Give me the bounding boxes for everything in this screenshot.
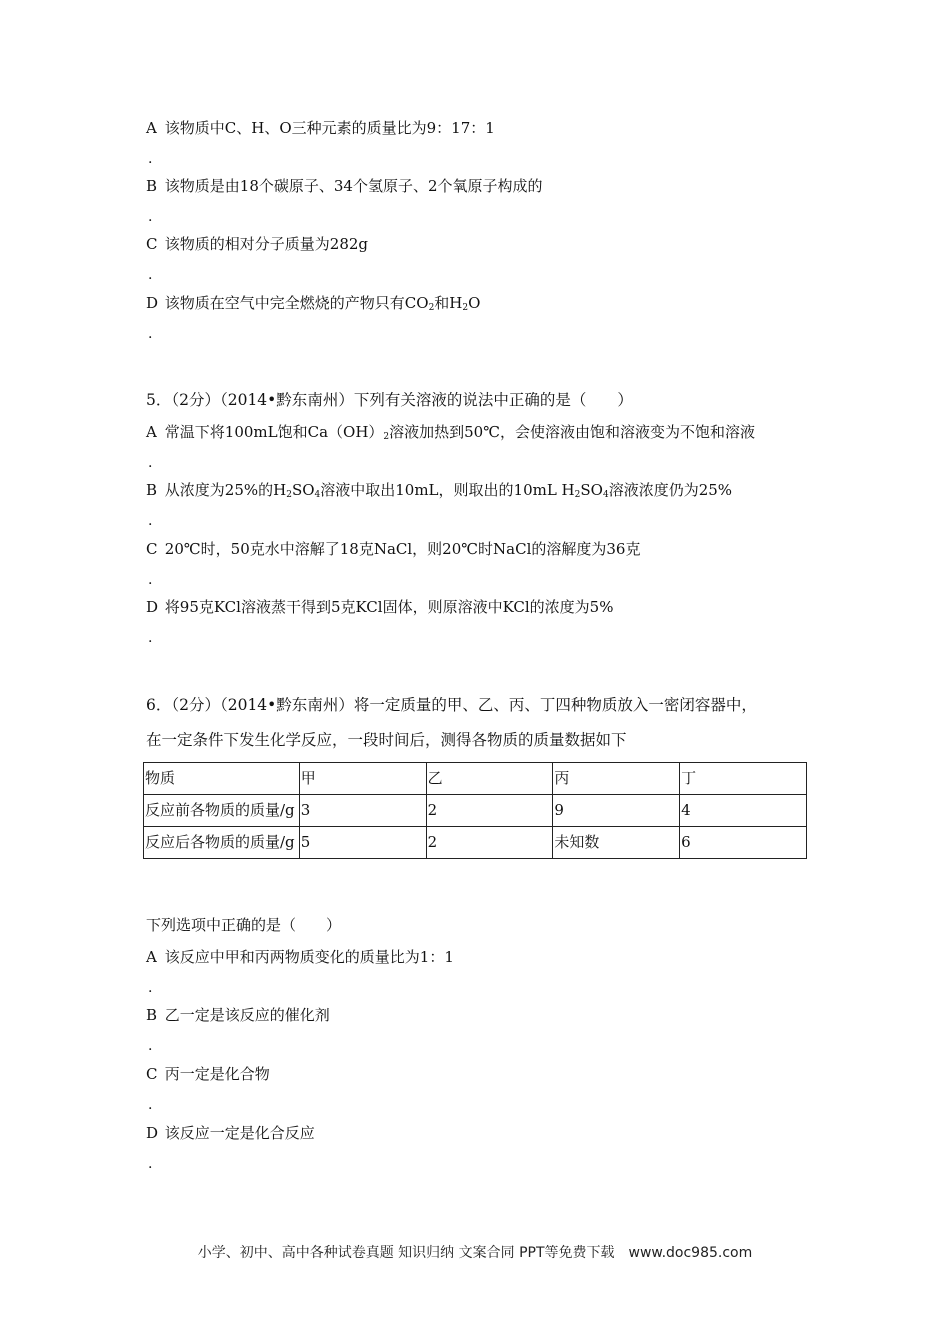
q6-option-d bbox=[146, 1123, 315, 1143]
q6-option-b bbox=[146, 1005, 330, 1025]
option-dot: . bbox=[148, 980, 153, 996]
option-text: 该反应中甲和丙两物质变化的质量比为1：1 bbox=[164, 948, 454, 966]
table-cell: 物质 bbox=[144, 763, 300, 795]
q6-stem-line2: 在一定条件下发生化学反应，一段时间后，测得各物质的质量数据如下 bbox=[146, 731, 627, 749]
option-dot: . bbox=[148, 1097, 153, 1113]
table-cell: 3 bbox=[299, 795, 426, 827]
option-dot: . bbox=[148, 1038, 153, 1054]
option-text: 该物质中C、H、O三种元素的质量比为9：17：1 bbox=[164, 119, 495, 137]
mass-data-table bbox=[143, 762, 807, 859]
option-letter: D bbox=[146, 1124, 159, 1142]
table-cell: 乙 bbox=[426, 763, 553, 795]
option-text: 将95克KCl溶液蒸干得到5克KCl固体，则原溶液中KCl的浓度为5% bbox=[164, 598, 614, 616]
q6-prompt: 下列选项中正确的是（ ） bbox=[146, 916, 342, 934]
option-letter: C bbox=[146, 235, 158, 253]
q5-stem: 5．（2分）（2014•黔东南州）下列有关溶液的说法中正确的是（ ） bbox=[146, 391, 633, 409]
option-dot: . bbox=[148, 151, 153, 167]
table-header-row bbox=[144, 763, 807, 795]
option-letter: A bbox=[146, 948, 157, 966]
q6-stem-line1: 6．（2分）（2014•黔东南州）将一定质量的甲、乙、丙、丁四种物质放入一密闭容器中， bbox=[146, 696, 757, 714]
table-cell: 6 bbox=[680, 827, 807, 859]
q5-option-b bbox=[146, 480, 732, 500]
table-cell: 4 bbox=[680, 795, 807, 827]
q5-option-a bbox=[146, 422, 755, 442]
option-text: 该反应一定是化合反应 bbox=[164, 1124, 315, 1142]
table-cell: 2 bbox=[426, 827, 553, 859]
option-letter: A bbox=[146, 423, 157, 441]
option-letter: B bbox=[146, 481, 158, 499]
option-text: 该物质的相对分子质量为282g bbox=[164, 235, 369, 253]
option-letter: B bbox=[146, 177, 158, 195]
option-dot: . bbox=[148, 572, 153, 588]
table-cell: 丁 bbox=[680, 763, 807, 795]
option-dot: . bbox=[148, 209, 153, 225]
option-text: 20℃时，50克水中溶解了18克NaCl，则20℃时NaCl的溶解度为36克 bbox=[164, 540, 641, 558]
q4-option-b bbox=[146, 176, 543, 196]
option-dot: . bbox=[148, 267, 153, 283]
option-dot: . bbox=[148, 326, 153, 342]
table-cell: 甲 bbox=[299, 763, 426, 795]
table-cell: 未知数 bbox=[553, 827, 680, 859]
option-text: 从浓度为25%的$H_2SO_4$溶液中取出10mL，则取出的10mL $H_2SO_4$溶液浓度仍为25% bbox=[164, 481, 733, 500]
table-cell: 反应前各物质的质量/g bbox=[144, 795, 300, 827]
option-dot: . bbox=[148, 630, 153, 646]
table-cell: 反应后各物质的质量/g bbox=[144, 827, 300, 859]
option-text: 该物质在空气中完全燃烧的产物只有$CO_2$和$H_2O$ bbox=[164, 294, 481, 313]
table-row bbox=[144, 795, 807, 827]
option-letter: C bbox=[146, 1065, 158, 1083]
option-letter: C bbox=[146, 540, 158, 558]
option-text: 常温下将100mL饱和$Ca(OH)_2$溶液加热到50℃，会使溶液由饱和溶液变为不饱和溶液 bbox=[164, 423, 756, 442]
option-text: 该物质是由18个碳原子、34个氢原子、2个氧原子构成的 bbox=[164, 177, 543, 195]
option-letter: A bbox=[146, 119, 157, 137]
table-cell: 丙 bbox=[553, 763, 680, 795]
page-footer: 小学、初中、高中各种试卷真题 知识归纳 文案合同 PPT等免费下载 www.doc985.com bbox=[197, 1245, 753, 1261]
option-letter: B bbox=[146, 1006, 158, 1024]
q4-option-d bbox=[146, 293, 480, 313]
option-dot: . bbox=[148, 455, 153, 471]
table-row bbox=[144, 827, 807, 859]
q6-option-c bbox=[146, 1064, 270, 1084]
option-letter: D bbox=[146, 294, 159, 312]
table-cell: 9 bbox=[553, 795, 680, 827]
q4-option-c bbox=[146, 234, 368, 254]
table-cell: 2 bbox=[426, 795, 553, 827]
option-text: 丙一定是化合物 bbox=[164, 1065, 270, 1083]
option-dot: . bbox=[148, 513, 153, 529]
option-letter: D bbox=[146, 598, 159, 616]
option-text: 乙一定是该反应的催化剂 bbox=[164, 1006, 330, 1024]
q4-option-a bbox=[146, 118, 495, 138]
option-dot: . bbox=[148, 1156, 153, 1172]
q5-option-d bbox=[146, 597, 613, 617]
q5-option-c bbox=[146, 539, 640, 559]
table-cell: 5 bbox=[299, 827, 426, 859]
q6-option-a bbox=[146, 947, 454, 967]
